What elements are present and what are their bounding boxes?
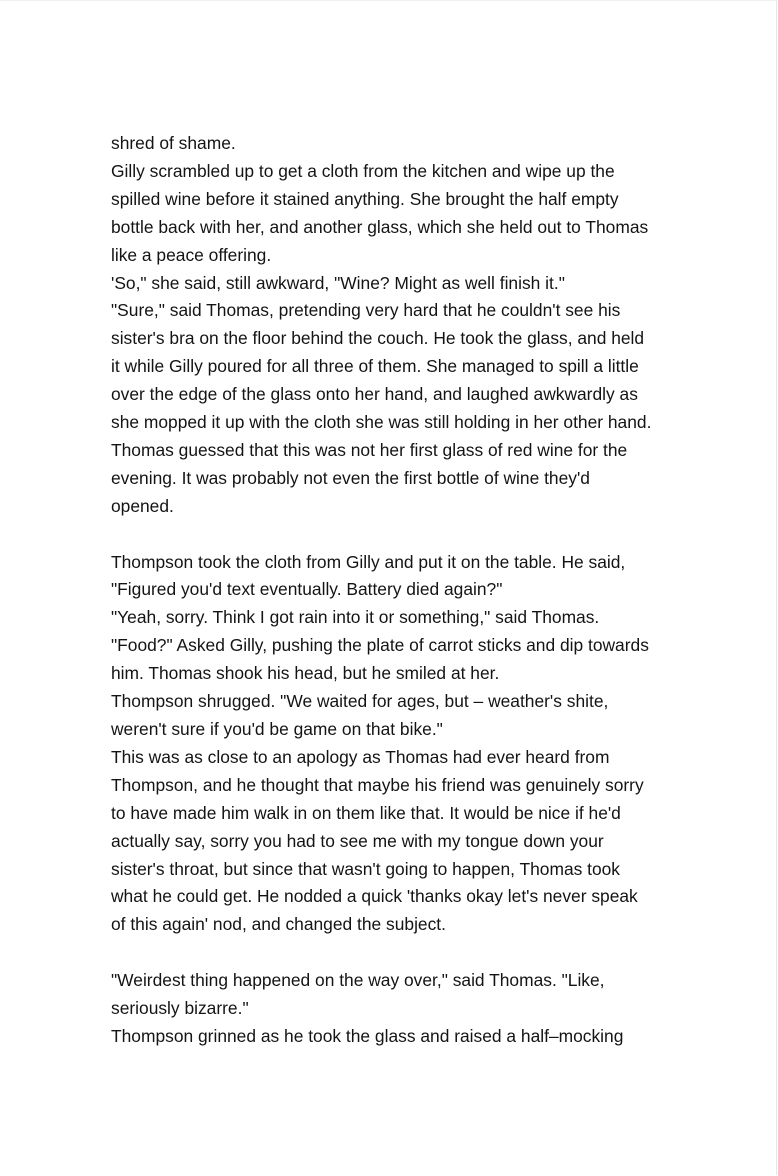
paragraph: This was as close to an apology as Thomas had ever heard from Thompson, and he thought that maybe his friend was genuinely sorry to have made him walk in on them like that. It would be nice if he'd actually say, sorry you had to see me with my tongue down your sister's throat, but since that wasn't going to happen, Thomas took what he could get. He nodded a quick 'thanks okay let's never speak of this again' nod, and changed the subject.: [111, 746, 644, 935]
paragraph: "Yeah, sorry. Think I got rain into it or something," said Thomas.: [111, 607, 600, 628]
paragraph: 'So," she said, still awkward, "Wine? Might as well finish it.": [111, 272, 565, 293]
story-text: [111, 130, 671, 1051]
paragraph: "Weirdest thing happened on the way over," said Thomas. "Like, seriously bizarre.": [111, 970, 605, 1019]
paragraph: shred of shame.: [111, 133, 236, 153]
paragraph: "Food?" Asked Gilly, pushing the plate of carrot sticks and dip towards him. Thomas shook his head, but he smiled at her.: [111, 635, 649, 684]
paragraph: Thompson took the cloth from Gilly and put it on the table. He said, "Figured you'd text eventually. Battery died again?": [111, 551, 626, 600]
paragraph: "Sure," said Thomas, pretending very hard that he couldn't see his sister's bra on the floor behind the couch. He took the glass, and held it while Gilly poured for all three of them. She managed to spill a little over the edge of the glass onto her hand, and laughed awkwardly as she mopped it up with the cloth she was still holding in her other hand. Thomas guessed that this was not her first glass of red wine for the evening. It was probably not even the first bottle of wine they'd opened.: [111, 300, 652, 516]
paragraph: Thompson grinned as he took the glass and raised a half–mocking: [111, 1025, 624, 1046]
paragraph: Thompson shrugged. "We waited for ages, but – weather's shite, weren't sure if you'd be game on that bike.": [111, 691, 609, 740]
paragraph: Gilly scrambled up to get a cloth from the kitchen and wipe up the spilled wine before it stained anything. She brought the half empty bottle back with her, and another glass, which she held out to Thomas like a peace offering.: [111, 160, 649, 265]
